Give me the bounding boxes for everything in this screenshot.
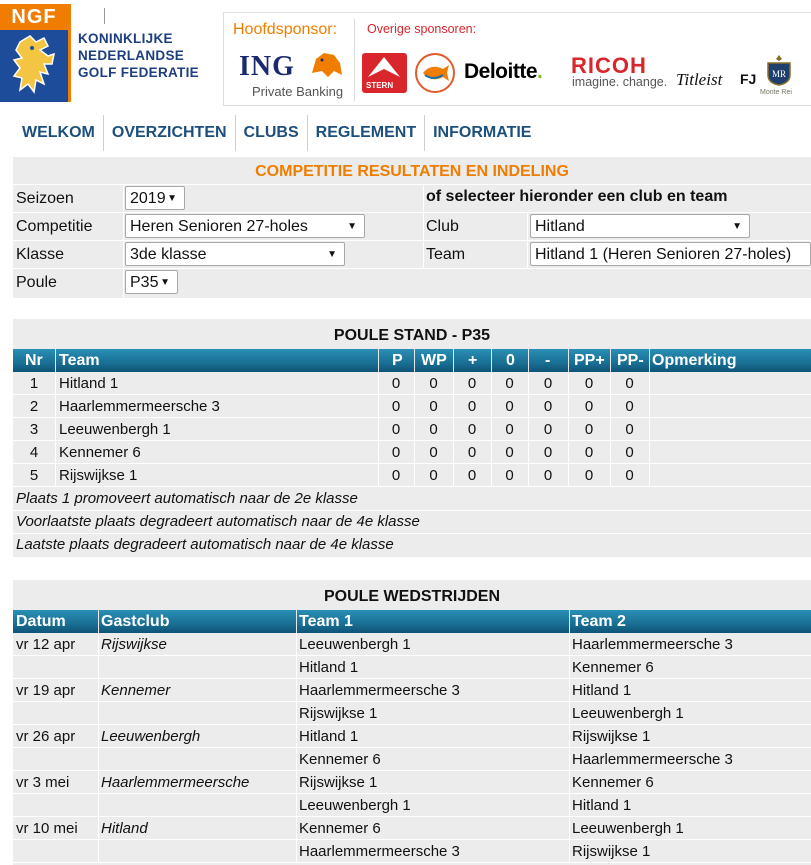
divider	[98, 656, 99, 679]
divider	[453, 395, 454, 418]
divider	[296, 794, 297, 817]
table-row	[13, 840, 811, 863]
divider	[568, 395, 569, 418]
divider	[453, 418, 454, 441]
cell-team: Hitland 1	[59, 375, 119, 392]
club-team-hint: of selecteer hieronder een club en team	[426, 188, 728, 205]
deloitte-dot: .	[537, 60, 543, 83]
divider	[13, 240, 811, 241]
table-row	[13, 656, 811, 679]
cell-opmerking	[652, 395, 811, 418]
cell-team: Rijswijkse 1	[59, 467, 138, 484]
divider	[98, 610, 99, 633]
divider	[414, 395, 415, 418]
col-wp: WP	[421, 352, 447, 369]
divider	[296, 656, 297, 679]
cell-nr: 1	[29, 375, 39, 392]
divider	[528, 418, 529, 441]
divider	[98, 748, 99, 771]
cell-team2: Leeuwenbergh 1	[572, 705, 684, 722]
cell-team2: Kennemer 6	[572, 774, 654, 791]
divider	[610, 372, 611, 395]
divider	[98, 840, 99, 863]
divider	[491, 372, 492, 395]
standings-note: Plaats 1 promoveert automatisch naar de 2e klasse	[16, 490, 358, 507]
cell-pp-plus: 0	[584, 375, 594, 392]
competition-select[interactable]	[125, 214, 365, 238]
matches-header-row	[13, 610, 811, 633]
col-datum: Datum	[16, 613, 66, 630]
ngf-full-name: KONINKLIJKE NEDERLANDSE GOLF FEDERATIE	[78, 31, 199, 80]
ing-logo[interactable]: ING	[239, 51, 295, 82]
table-row	[13, 464, 811, 487]
divider	[569, 817, 570, 840]
class-value: 3de klasse	[130, 246, 207, 263]
cell-nr: 5	[29, 467, 39, 484]
divider	[98, 771, 99, 794]
standings-note: Laatste plaats degradeert automatisch naar de 4e klasse	[16, 536, 394, 553]
cell-team1: Hitland 1	[299, 728, 359, 745]
divider	[453, 441, 454, 464]
cell-minus: 0	[543, 467, 553, 484]
divider	[453, 372, 454, 395]
divider	[98, 679, 99, 702]
cell-datum: vr 19 apr	[16, 682, 76, 699]
divider	[569, 633, 570, 656]
monte-rei-label: Monte Rei	[760, 89, 792, 96]
divider	[528, 372, 529, 395]
divider	[491, 349, 492, 372]
deloitte-logo[interactable]	[464, 60, 542, 84]
table-row	[13, 771, 811, 794]
divider	[55, 441, 56, 464]
cell-datum: vr 26 apr	[16, 728, 76, 745]
divider	[414, 372, 415, 395]
deloitte-name: Deloitte	[464, 60, 538, 83]
divider	[414, 441, 415, 464]
cell-team2: Leeuwenbergh 1	[572, 820, 684, 837]
class-label: Klasse	[16, 246, 65, 263]
poule-select[interactable]	[125, 270, 178, 294]
cell-team2: Rijswijkse 1	[572, 843, 651, 860]
table-row	[13, 395, 811, 418]
cell-pp-plus: 0	[584, 467, 594, 484]
divider	[649, 418, 650, 441]
divider	[296, 610, 297, 633]
divider	[296, 817, 297, 840]
divider	[610, 395, 611, 418]
cell-team1: Rijswijkse 1	[299, 705, 378, 722]
divider	[569, 679, 570, 702]
cell-team2: Hitland 1	[572, 682, 632, 699]
divider	[98, 725, 99, 748]
divider	[296, 725, 297, 748]
season-label: Seizoen	[16, 190, 74, 207]
titleist-logo[interactable]: Titleist	[676, 70, 723, 89]
divider	[296, 702, 297, 725]
cell-pp-minus: 0	[625, 375, 634, 392]
divider	[296, 840, 297, 863]
divider	[610, 441, 611, 464]
cell-team2: Haarlemmermeersche 3	[572, 636, 733, 653]
divider	[378, 441, 379, 464]
cell-pp-plus: 0	[584, 398, 594, 415]
divider	[296, 771, 297, 794]
divider	[610, 418, 611, 441]
cell-p: 0	[391, 398, 401, 415]
cell-opmerking	[652, 441, 811, 464]
class-select[interactable]	[125, 242, 345, 266]
cell-team: Kennemer 6	[59, 444, 141, 461]
cell-plus: 0	[467, 467, 477, 484]
cell-gastclub: Hitland	[101, 820, 148, 837]
cell-plus: 0	[467, 444, 477, 461]
divider	[13, 268, 811, 269]
col-pp-minus: PP-	[617, 352, 644, 369]
divider	[378, 464, 379, 487]
ing-lion-icon	[308, 49, 346, 79]
main-nav	[14, 115, 539, 151]
divider	[98, 794, 99, 817]
divider	[55, 464, 56, 487]
nav-overzichten[interactable]: OVERZICHTEN	[104, 115, 236, 151]
divider	[55, 349, 56, 372]
fish-logo[interactable]	[415, 53, 455, 93]
stern-label: STERN	[366, 81, 394, 90]
competition-panel	[13, 157, 811, 298]
col-plus: +	[468, 352, 478, 369]
cell-plus: 0	[467, 398, 477, 415]
team-label: Team	[426, 246, 466, 263]
cell-draw: 0	[505, 375, 514, 392]
divider	[55, 395, 56, 418]
divider	[527, 212, 528, 268]
cell-team1: Kennemer 6	[299, 820, 381, 837]
cell-minus: 0	[543, 444, 553, 461]
divider	[569, 771, 570, 794]
divider	[491, 395, 492, 418]
table-row	[13, 372, 811, 395]
ing-subtitle: Private Banking	[252, 84, 344, 99]
cell-opmerking	[652, 464, 811, 487]
standings-header-row	[13, 349, 811, 372]
cell-gastclub: Leeuwenbergh	[101, 728, 201, 745]
chevron-down-icon: ▼	[732, 221, 742, 232]
table-row	[13, 725, 811, 748]
cell-p: 0	[391, 421, 401, 438]
cell-gastclub: Rijswijkse	[101, 636, 167, 653]
cell-datum	[16, 840, 96, 863]
divider	[414, 464, 415, 487]
divider	[55, 418, 56, 441]
poule-value: P35	[130, 274, 159, 291]
logo-divider	[104, 8, 105, 24]
cell-pp-plus: 0	[584, 444, 594, 461]
stern-star-icon	[362, 53, 407, 83]
fj-logo[interactable]: FJ	[740, 71, 757, 87]
divider	[568, 349, 569, 372]
fish-icon	[417, 55, 453, 91]
cell-team2: Rijswijkse 1	[572, 728, 651, 745]
season-value: 2019	[130, 190, 166, 207]
cell-gastclub	[101, 748, 294, 771]
table-row	[13, 702, 811, 725]
cell-pp-minus: 0	[625, 444, 634, 461]
cell-datum	[16, 656, 96, 679]
divider	[98, 702, 99, 725]
divider	[568, 372, 569, 395]
nav-informatie[interactable]: INFORMATIE	[433, 124, 532, 141]
divider	[569, 748, 570, 771]
cell-team1: Hitland 1	[299, 659, 359, 676]
ngf-logo[interactable]	[0, 0, 215, 106]
table-row	[13, 679, 811, 702]
divider	[491, 441, 492, 464]
divider	[649, 441, 650, 464]
chevron-down-icon: ▼	[167, 193, 177, 204]
monte-rei-crest-icon[interactable]	[764, 53, 794, 87]
divider	[569, 725, 570, 748]
cell-pp-plus: 0	[584, 421, 594, 438]
divider	[569, 656, 570, 679]
club-value: Hitland	[535, 218, 585, 235]
cell-wp: 0	[429, 421, 438, 438]
poule-label: Poule	[16, 274, 57, 291]
cell-pp-minus: 0	[625, 398, 634, 415]
cell-datum	[16, 702, 96, 725]
divider	[378, 418, 379, 441]
table-row	[13, 748, 811, 771]
cell-plus: 0	[467, 375, 477, 392]
matches-panel	[13, 580, 811, 865]
table-row	[13, 418, 811, 441]
cell-draw: 0	[505, 421, 514, 438]
divider	[423, 184, 424, 268]
cell-gastclub	[101, 702, 294, 725]
divider	[378, 395, 379, 418]
table-row	[13, 441, 811, 464]
main-sponsor-label: Hoofdsponsor:	[233, 21, 338, 38]
col-minus: -	[545, 352, 551, 369]
divider	[528, 441, 529, 464]
divider	[649, 349, 650, 372]
competition-value: Heren Senioren 27-holes	[130, 218, 308, 235]
divider	[649, 372, 650, 395]
divider	[98, 633, 99, 656]
cell-team1: Haarlemmermeersche 3	[299, 843, 460, 860]
cell-datum	[16, 794, 96, 817]
table-row	[13, 633, 811, 656]
matches-title: POULE WEDSTRIJDEN	[323, 588, 500, 605]
site-header	[0, 0, 811, 106]
col-team2: Team 2	[572, 613, 626, 630]
col-opmerking: Opmerking	[652, 352, 737, 369]
cell-team1: Kennemer 6	[299, 751, 381, 768]
cell-opmerking	[652, 418, 811, 441]
divider	[568, 418, 569, 441]
cell-team1: Leeuwenbergh 1	[299, 797, 411, 814]
cell-draw: 0	[505, 467, 514, 484]
cell-plus: 0	[467, 421, 477, 438]
cell-gastclub: Kennemer	[101, 682, 171, 699]
col-team: Team	[59, 352, 100, 369]
col-gastclub: Gastclub	[101, 613, 170, 630]
other-sponsors-label: Overige sponsoren:	[367, 22, 477, 36]
divider	[491, 464, 492, 487]
cell-opmerking	[652, 372, 811, 395]
nav-clubs[interactable]: CLUBS	[236, 115, 308, 151]
cell-draw: 0	[505, 398, 514, 415]
divider	[568, 464, 569, 487]
col-pp-plus: PP+	[574, 352, 605, 369]
divider	[610, 349, 611, 372]
svg-text:MR: MR	[771, 69, 787, 79]
competition-label: Competitie	[16, 218, 93, 235]
divider	[649, 395, 650, 418]
divider	[528, 395, 529, 418]
standings-title: POULE STAND - P35	[333, 327, 491, 344]
divider	[13, 533, 811, 534]
cell-pp-minus: 0	[625, 467, 634, 484]
cell-gastclub	[101, 840, 294, 863]
competition-title: COMPETITIE RESULTATEN EN INDELING	[255, 163, 569, 180]
divider	[528, 349, 529, 372]
cell-wp: 0	[429, 375, 438, 392]
club-label: Club	[426, 218, 459, 235]
divider	[296, 679, 297, 702]
table-row	[13, 817, 811, 840]
cell-p: 0	[391, 375, 401, 392]
lion-icon	[10, 34, 58, 96]
cell-p: 0	[391, 467, 401, 484]
ricoh-logo[interactable]: RICOH	[571, 53, 647, 78]
cell-minus: 0	[543, 398, 553, 415]
divider	[649, 464, 650, 487]
divider	[123, 184, 124, 298]
cell-datum: vr 3 mei	[16, 774, 70, 791]
chevron-down-icon: ▼	[327, 249, 337, 260]
sponsor-box	[223, 12, 811, 106]
divider	[491, 418, 492, 441]
divider	[296, 633, 297, 656]
team-value: Hitland 1 (Heren Senioren 27-holes)	[535, 246, 792, 263]
cell-team1: Haarlemmermeersche 3	[299, 682, 460, 699]
nav-reglement[interactable]: REGLEMENT	[308, 115, 425, 151]
cell-p: 0	[391, 444, 401, 461]
divider	[378, 372, 379, 395]
divider	[378, 349, 379, 372]
cell-nr: 3	[29, 421, 39, 438]
divider	[568, 441, 569, 464]
col-p: P	[392, 352, 403, 369]
cell-datum: vr 12 apr	[16, 636, 76, 653]
divider	[414, 418, 415, 441]
divider	[528, 464, 529, 487]
cell-team: Leeuwenbergh 1	[59, 421, 171, 438]
cell-team1: Rijswijkse 1	[299, 774, 378, 791]
team-select[interactable]	[530, 242, 811, 266]
col-nr: Nr	[25, 352, 43, 369]
cell-team1: Leeuwenbergh 1	[299, 636, 411, 653]
cell-pp-minus: 0	[625, 421, 634, 438]
cell-team: Haarlemmermeersche 3	[59, 398, 220, 415]
standings-note: Voorlaatste plaats degradeert automatisch naar de 4e klasse	[16, 513, 420, 530]
divider	[453, 349, 454, 372]
club-select[interactable]	[530, 214, 750, 238]
ricoh-slogan: imagine. change.	[572, 75, 668, 89]
chevron-down-icon: ▼	[160, 277, 170, 288]
cell-nr: 4	[29, 444, 39, 461]
divider	[610, 464, 611, 487]
ngf-short-name: NGF	[0, 4, 68, 30]
cell-minus: 0	[543, 421, 553, 438]
cell-datum	[16, 748, 96, 771]
cell-team2: Haarlemmermeersche 3	[572, 751, 733, 768]
divider	[414, 349, 415, 372]
divider	[569, 702, 570, 725]
cell-team2: Hitland 1	[572, 797, 632, 814]
divider	[55, 372, 56, 395]
cell-team2: Kennemer 6	[572, 659, 654, 676]
col-team1: Team 1	[299, 613, 353, 630]
cell-wp: 0	[429, 398, 438, 415]
chevron-down-icon: ▼	[347, 221, 357, 232]
divider	[453, 464, 454, 487]
cell-gastclub	[101, 794, 294, 817]
col-draw: 0	[506, 352, 515, 369]
table-row	[13, 794, 811, 817]
sponsor-divider	[354, 19, 355, 101]
ngf-badge	[0, 4, 71, 102]
nav-welkom[interactable]: WELKOM	[14, 115, 104, 151]
standings-panel	[13, 319, 811, 557]
divider	[569, 840, 570, 863]
cell-wp: 0	[429, 467, 438, 484]
cell-datum: vr 10 mei	[16, 820, 78, 837]
season-select[interactable]	[125, 186, 185, 210]
divider	[13, 510, 811, 511]
divider	[98, 817, 99, 840]
cell-nr: 2	[29, 398, 39, 415]
cell-wp: 0	[429, 444, 438, 461]
divider	[13, 184, 811, 185]
divider	[13, 212, 811, 213]
divider	[569, 794, 570, 817]
divider	[296, 748, 297, 771]
cell-gastclub: Haarlemmermeersche	[101, 774, 250, 791]
cell-minus: 0	[543, 375, 553, 392]
cell-gastclub	[101, 656, 294, 679]
divider	[569, 610, 570, 633]
cell-draw: 0	[505, 444, 514, 461]
